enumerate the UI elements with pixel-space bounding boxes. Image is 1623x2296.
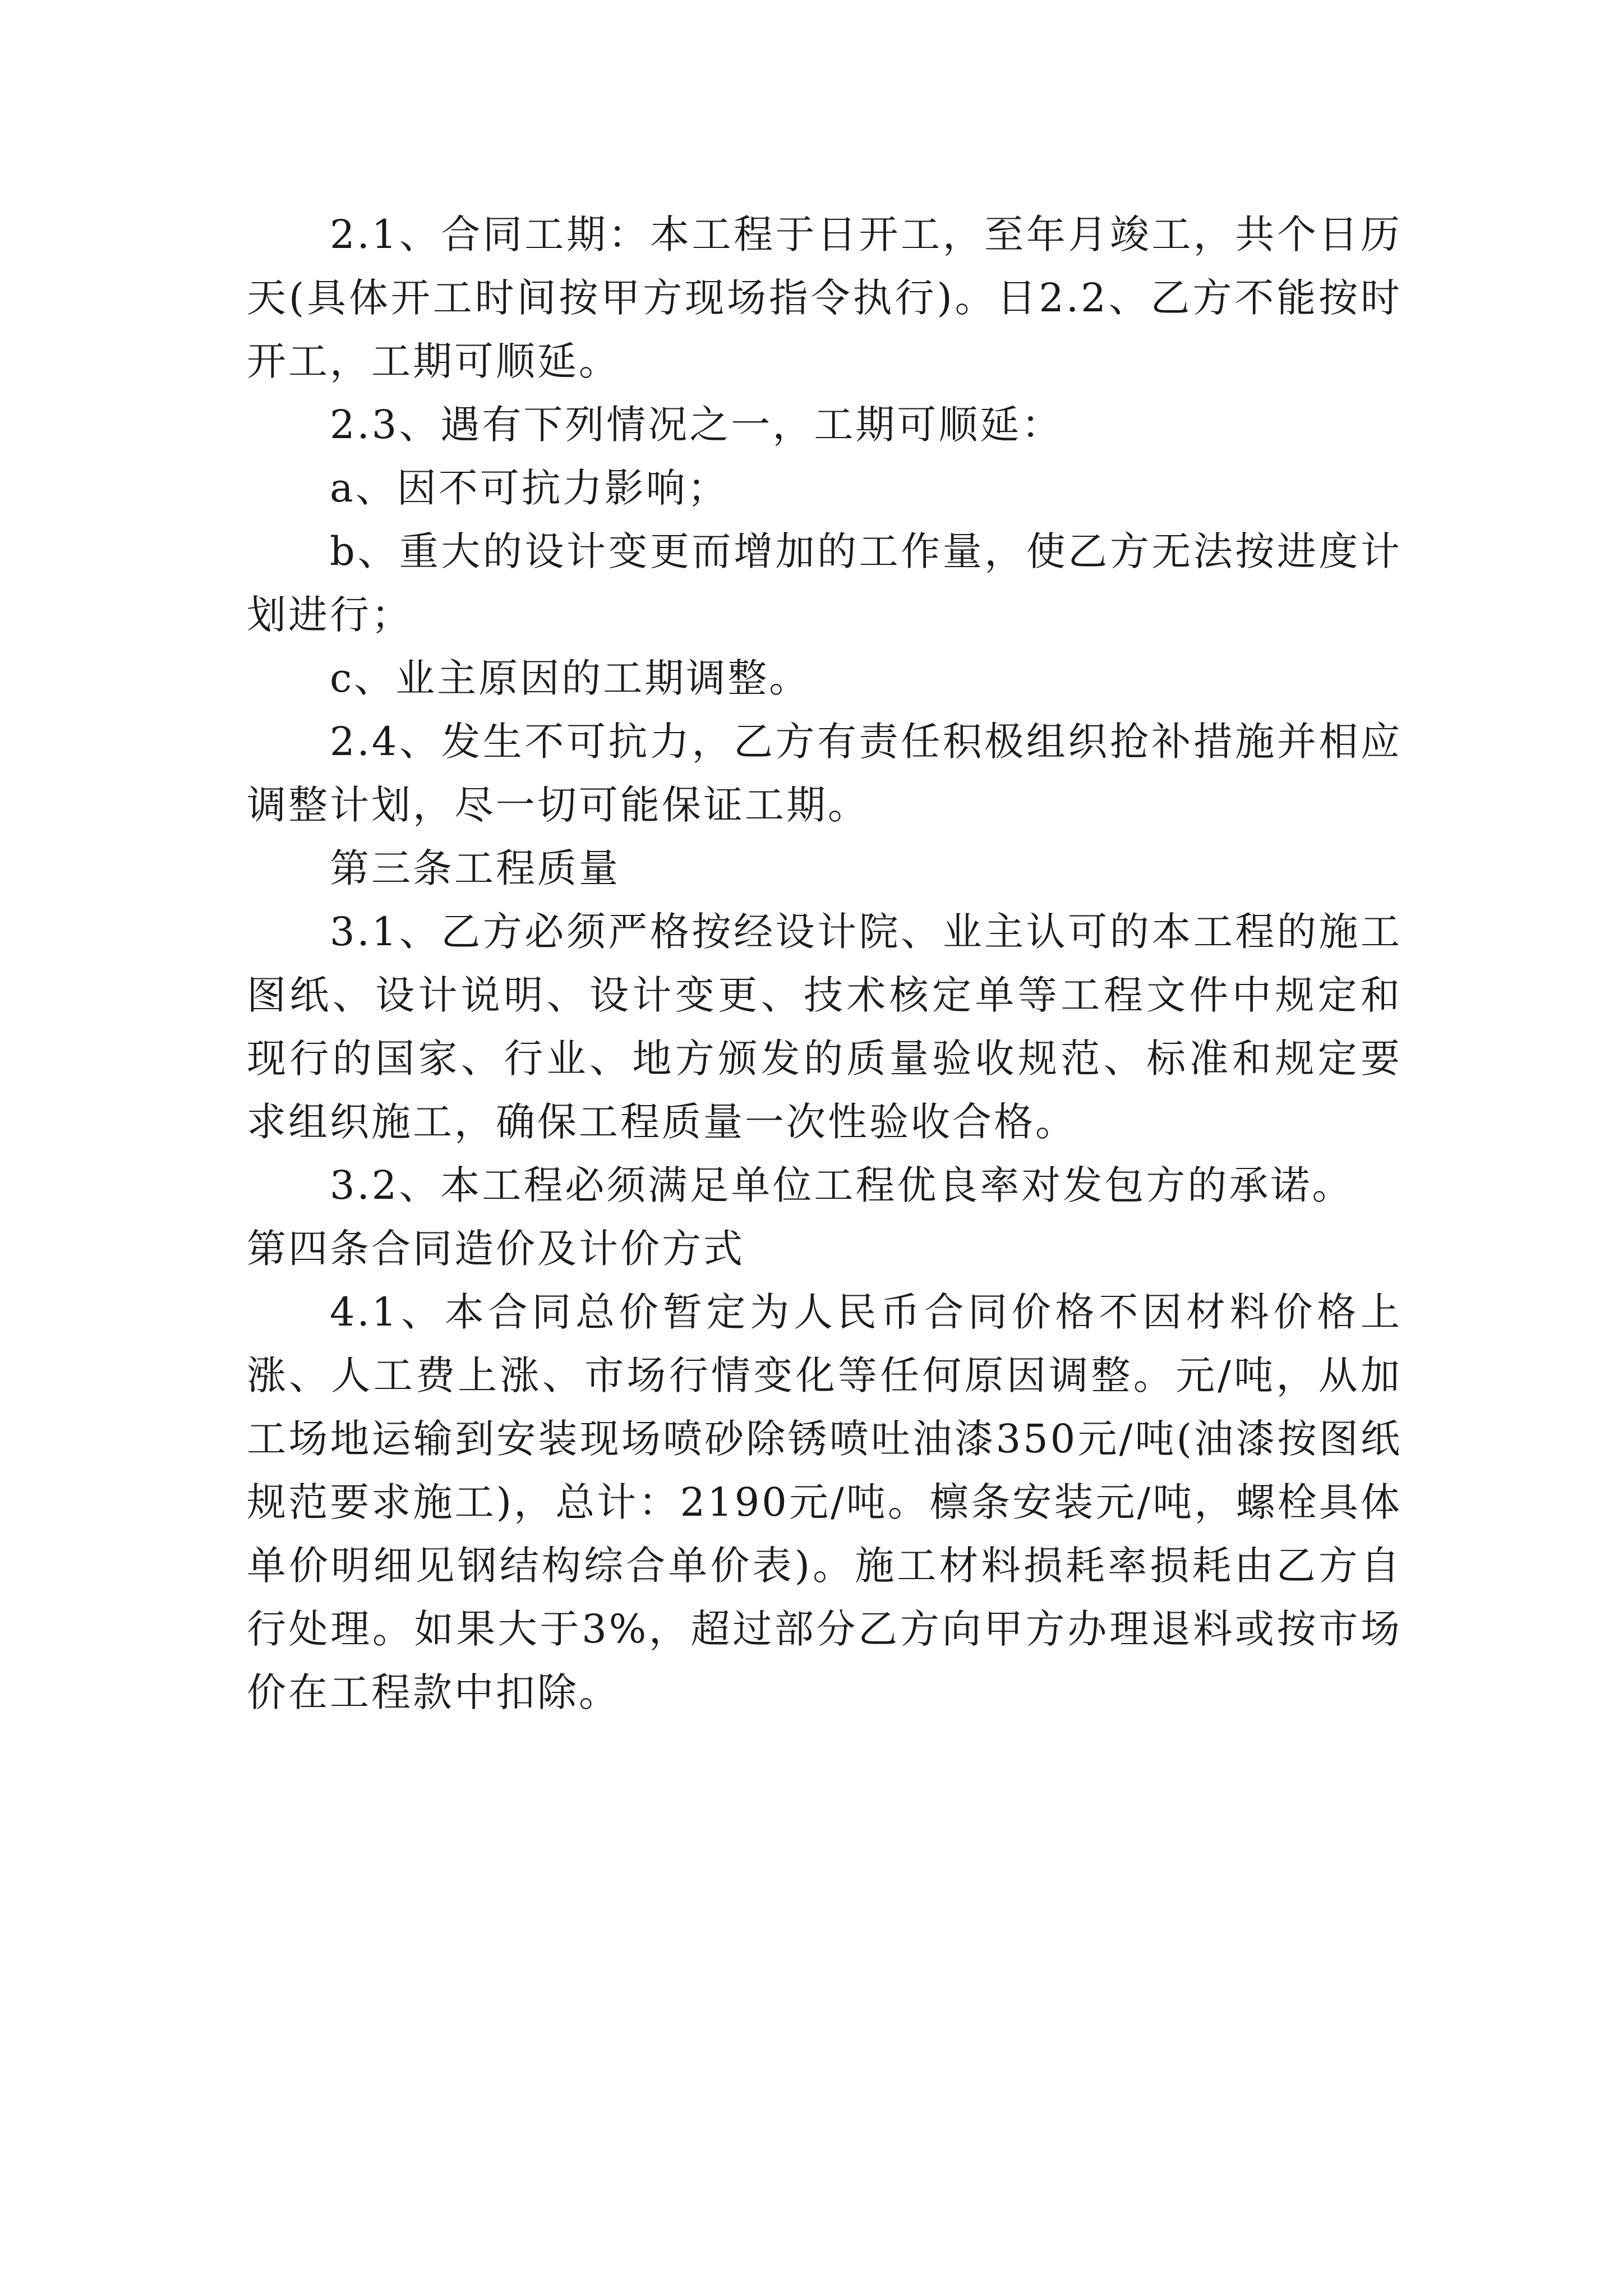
clause-3-2: 3.2、本工程必须满足单位工程优良率对发包方的承诺。 — [330, 1162, 1354, 1208]
clause-2-3: 2.3、遇有下列情况之一，工期可顺延： — [330, 402, 1063, 448]
clause-2-3-item-c: c、业主原因的工期调整。 — [330, 655, 811, 701]
article-3-heading: 第三条工程质量 — [330, 845, 620, 891]
clause-2-3-item-b: b、重大的设计变更而增加的工作量，使乙方无法按进度计划进行； — [247, 528, 1402, 638]
document-body — [247, 203, 1402, 1724]
clause-2-4: 2.4、发生不可抗力，乙方有责任积极组织抢补措施并相应调整计划，尽一切可能保证工期。 — [247, 719, 1402, 828]
clause-4-1: 4.1、本合同总价暂定为人民币合同价格不因材料价格上涨、人工费上涨、市场行情变化等任何原因调整。元/吨，从加工场地运输到安装现场喷砂除锈喷吐油漆350元/吨(油漆按图纸规范要求施工)，总计：2190元/吨。檩条安装元/吨，螺栓具体单价明细见钢结构综合单价表)。施工材料损耗率损耗由乙方自行处理。如果大于3%，超过部分乙方向甲方办理退料或按市场价在工程款中扣除。 — [247, 1289, 1402, 1715]
article-4-heading: 第四条合同造价及计价方式 — [247, 1226, 745, 1272]
clause-2-3-item-a: a、因不可抗力影响； — [330, 465, 729, 511]
clause-2-1: 2.1、合同工期：本工程于日开工，至年月竣工，共个日历天(具体开工时间按甲方现场指令执行)。日2.2、乙方不能按时开工，工期可顺延。 — [247, 211, 1402, 384]
clause-3-1: 3.1、乙方必须严格按经设计院、业主认可的本工程的施工图纸、设计说明、设计变更、技术核定单等工程文件中规定和现行的国家、行业、地方颁发的质量验收规范、标准和规定要求组织施工，确保工程质量一次性验收合格。 — [247, 909, 1402, 1145]
